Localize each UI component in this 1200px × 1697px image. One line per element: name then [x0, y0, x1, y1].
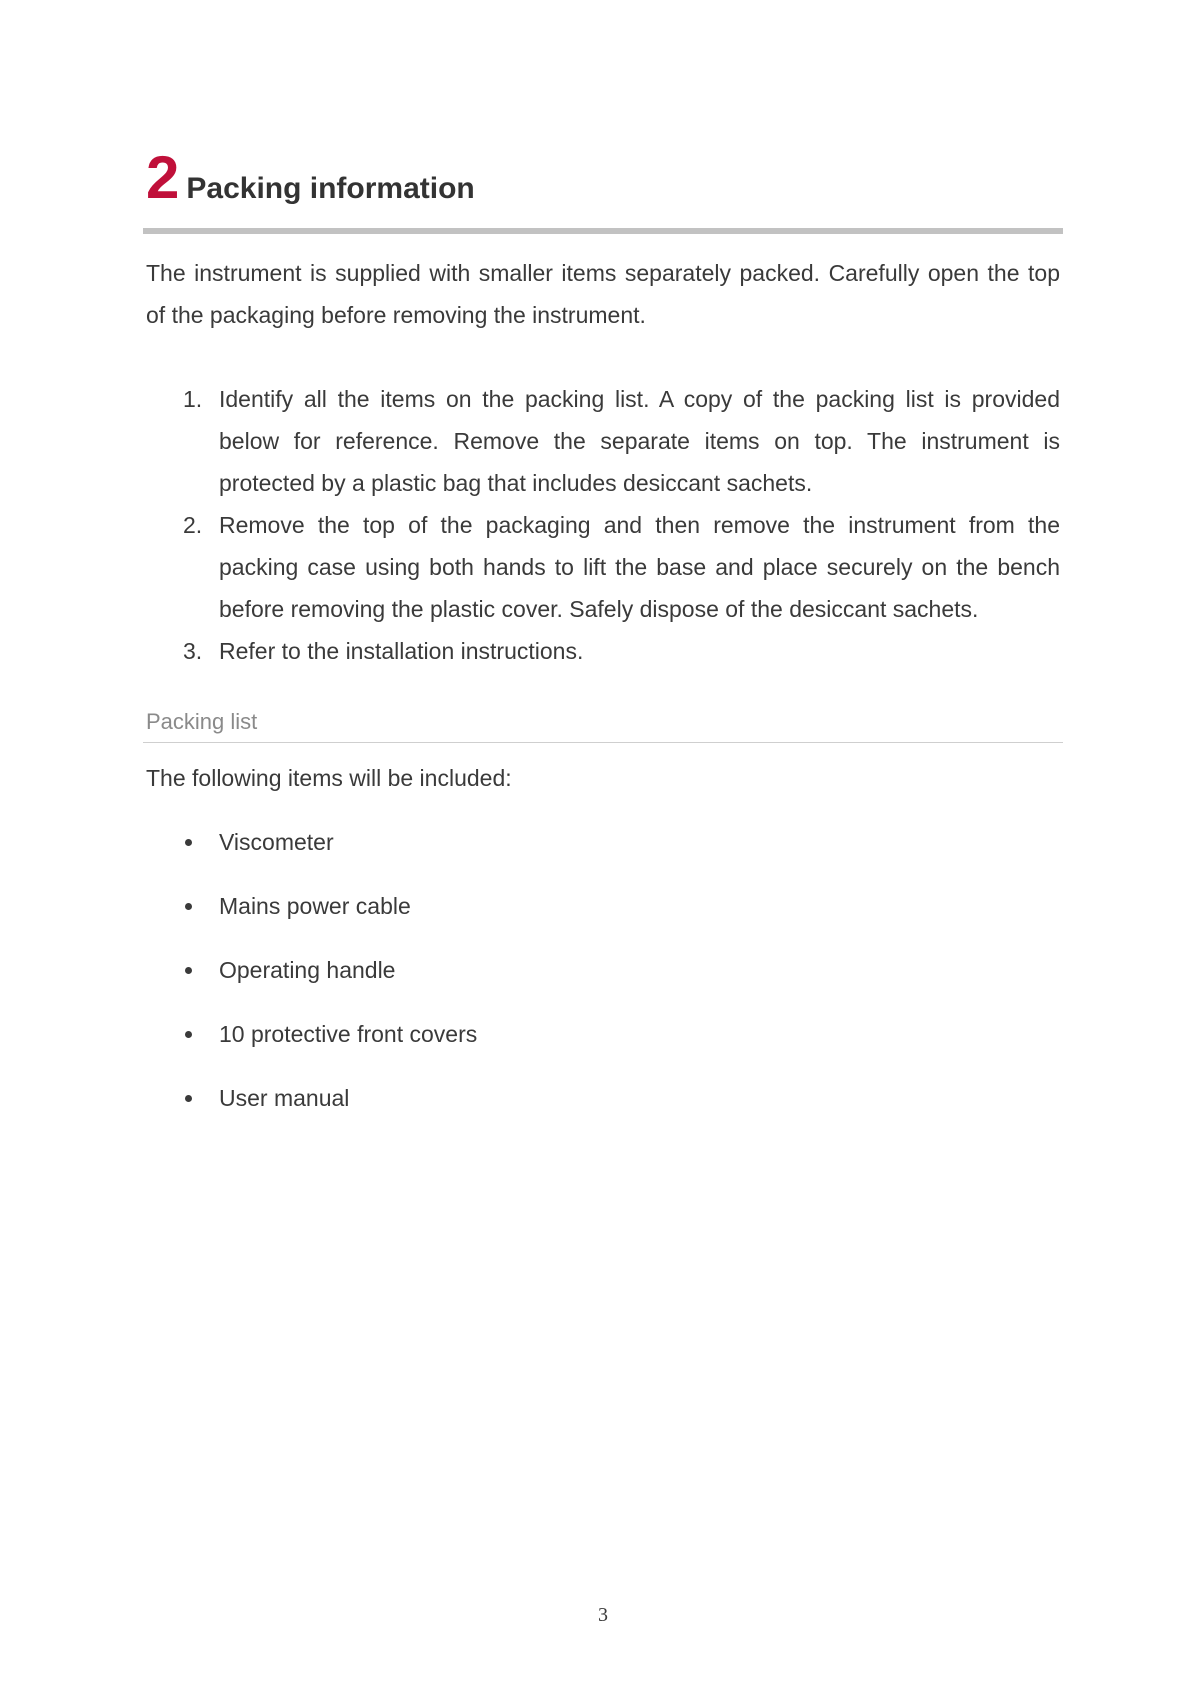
list-item-label: Mains power cable — [219, 893, 411, 919]
list-item-label: Viscometer — [219, 829, 334, 855]
bullet-icon — [185, 839, 192, 846]
step-text: Refer to the installation instructions. — [219, 638, 584, 664]
unpacking-steps — [183, 378, 1060, 672]
bullet-icon — [185, 903, 192, 910]
packing-list-heading: Packing list — [146, 709, 258, 734]
list-item-label: 10 protective front covers — [219, 1021, 478, 1047]
bullet-icon — [185, 967, 192, 974]
page-number: 3 — [598, 1604, 608, 1626]
step-item — [183, 630, 1060, 672]
list-item — [183, 954, 477, 986]
heading-divider — [143, 228, 1063, 234]
step-item — [183, 378, 1060, 504]
step-text: Identify all the items on the packing list. A copy of the packing list is provided below for reference. Remove the separate items on top. The instrument is protected by a plastic bag that includes desiccant sachets. — [219, 386, 1060, 496]
list-item — [183, 1018, 477, 1050]
packing-list-lead: The following items will be included: — [146, 765, 512, 791]
bullet-icon — [185, 1095, 192, 1102]
step-number: 3. — [183, 638, 203, 664]
list-item — [183, 1082, 477, 1114]
chapter-heading — [146, 146, 475, 216]
chapter-number: 2 — [146, 144, 179, 211]
list-item — [183, 826, 477, 858]
intro-paragraph: The instrument is supplied with smaller items separately packed. Carefully open the top of the packaging before removing the instrument. — [146, 260, 1060, 328]
step-number: 1. — [183, 386, 203, 412]
document-page — [143, 0, 1063, 1697]
step-number: 2. — [183, 512, 203, 538]
packing-list-divider — [143, 742, 1063, 743]
list-item — [183, 890, 477, 922]
step-item — [183, 504, 1060, 630]
bullet-icon — [185, 1031, 192, 1038]
list-item-label: User manual — [219, 1085, 350, 1111]
list-item-label: Operating handle — [219, 957, 396, 983]
chapter-title: Packing information — [186, 172, 475, 205]
packing-list-items — [183, 826, 477, 1146]
step-text: Remove the top of the packaging and then remove the instrument from the packing case using both hands to lift the base and place securely on the bench before removing the plastic cover. Safely dispose of the desiccant sachets. — [219, 512, 1060, 622]
